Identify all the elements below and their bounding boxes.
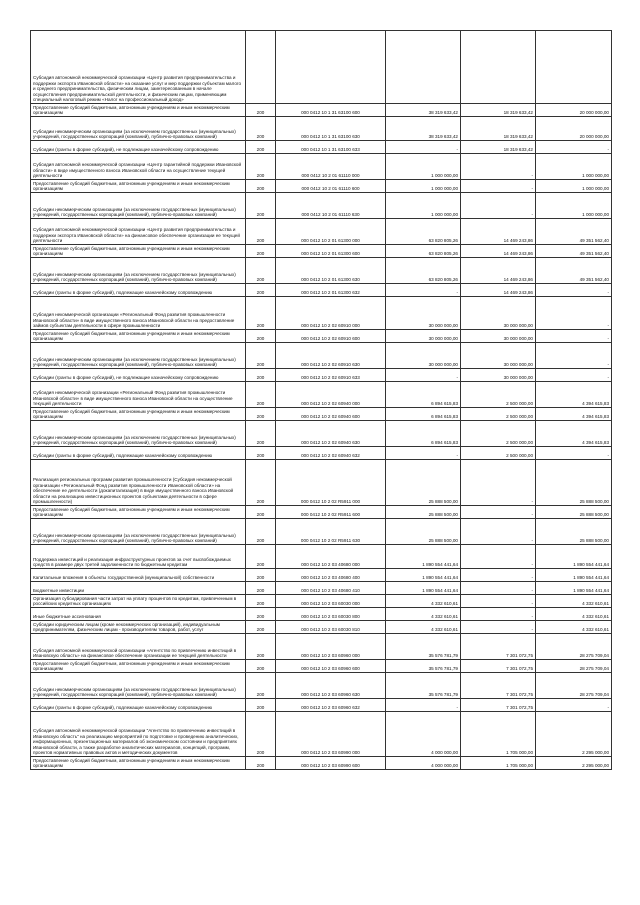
table-row	[31, 382, 612, 408]
row-remaining-cell: 1 890 554 441,64	[536, 582, 612, 595]
row-approved-cell: 6 894 615,83	[386, 421, 461, 447]
table-row	[31, 408, 612, 421]
row-kbk-cell: 000 0412 10 2 03 60960 632	[276, 699, 386, 712]
row-executed-cell: 30 000 000,00	[461, 343, 536, 369]
row-kbk-cell	[276, 31, 386, 104]
table-row	[31, 141, 612, 154]
row-executed-cell: 30 000 000,00	[461, 297, 536, 330]
table-row	[31, 757, 612, 770]
row-kbk-cell: 000 0412 10 2 03 60030 810	[276, 621, 386, 634]
row-code-cell: 200	[246, 284, 276, 297]
row-name-cell: Субсидия некоммерческой организации «Региональный Фонд развития промышленности Ивановской области» в виде имущественного взноса Ивановской области на осуществление текущей деятельности	[31, 382, 246, 408]
row-name-cell: Субсидии (гранты в форме субсидий), подлежащие казначейскому сопровождению	[31, 284, 246, 297]
table-row	[31, 447, 612, 460]
row-remaining-cell: -	[536, 447, 612, 460]
row-remaining-cell: 4 332 610,61	[536, 608, 612, 621]
table-row	[31, 330, 612, 343]
table-row	[31, 595, 612, 608]
table-row	[31, 245, 612, 258]
row-name-cell: Субсидия автономной некоммерческой организации «Центр развития предпринимательства и поддержки экспорта Ивановской области» на оказание услуг и мер поддержки субъектам малого и среднего предпринимательства, физическим лицам, заинтересованным в начале осуществления предпринимательской деятельности, и физическим лицам, применяющим специальный налоговый режим «Налог на профессиональный доход»	[31, 31, 246, 104]
row-name-cell: Субсидии (гранты в форме субсидий), подлежащие казначейскому сопровождению	[31, 447, 246, 460]
row-name-cell: Реализация региональных программ развития промышленности (Субсидия некоммерческой организации «Региональный Фонд развития промышленности Ивановской области» на обеспечение ее деятельности (докапитализация) в виде имущественного взноса Ивановской области на реализацию инвестиционных проектов субъектами деятельности в сфере промышленности)	[31, 460, 246, 506]
table-row	[31, 608, 612, 621]
row-executed-cell: 14 469 243,86	[461, 245, 536, 258]
row-code-cell: 200	[246, 245, 276, 258]
row-remaining-cell: 28 275 709,04	[536, 673, 612, 699]
row-approved-cell: 1 890 554 441,64	[386, 545, 461, 569]
row-name-cell: Субсидия некоммерческой организации «Региональный Фонд развития промышленности Ивановской области» в виде имущественного взноса Ивановской области на предоставление займов субъектам деятельности в сфере промышленности	[31, 297, 246, 330]
row-remaining-cell: 20 000 000,00	[536, 117, 612, 141]
row-kbk-cell: 000 0412 10 2 03 60030 800	[276, 608, 386, 621]
row-approved-cell: 30 000 000,00	[386, 330, 461, 343]
row-executed-cell: 7 301 072,75	[461, 699, 536, 712]
row-executed-cell: -	[461, 154, 536, 180]
table-row	[31, 545, 612, 569]
row-name-cell: Предоставление субсидий бюджетным, автономным учреждениям и иным некоммерческим организациям	[31, 330, 246, 343]
table-row	[31, 699, 612, 712]
row-code-cell: 200	[246, 117, 276, 141]
row-approved-cell: 25 888 500,00	[386, 519, 461, 545]
row-approved-cell	[386, 31, 461, 104]
row-kbk-cell: 000 0412 10 2 03 60960 630	[276, 673, 386, 699]
table-row	[31, 519, 612, 545]
row-kbk-cell: 000 0412 10 2 01 61110 000	[276, 154, 386, 180]
row-name-cell: Субсидии некоммерческим организациям (за исключением государственных (муниципальных) учреждений, государственных корпораций (компаний), публично-правовых компаний)	[31, 193, 246, 219]
row-kbk-cell: 000 0412 10 2 02 R5911 630	[276, 519, 386, 545]
row-name-cell: Предоставление субсидий бюджетным, автономным учреждениям и иным некоммерческим организациям	[31, 245, 246, 258]
row-code-cell: 200	[246, 193, 276, 219]
row-name-cell: Субсидия автономной некоммерческой организации «Центр развития предпринимательства и поддержки экспорта Ивановской области» на финансовое обеспечение организации ее текущей деятельности	[31, 219, 246, 245]
row-kbk-cell: 000 0412 10 2 03 60990 600	[276, 757, 386, 770]
row-code-cell: 200	[246, 297, 276, 330]
row-name-cell: Предоставление субсидий бюджетным, автономным учреждениям и иным некоммерческим организациям	[31, 408, 246, 421]
table-row	[31, 369, 612, 382]
row-remaining-cell: 4 394 615,83	[536, 382, 612, 408]
row-kbk-cell: 000 0412 10 2 03 40680 410	[276, 582, 386, 595]
row-kbk-cell: 000 0412 10 2 01 61300 632	[276, 284, 386, 297]
row-approved-cell: 4 332 610,61	[386, 621, 461, 634]
row-remaining-cell: -	[536, 699, 612, 712]
row-executed-cell: -	[461, 582, 536, 595]
row-name-cell: Субсидия автономной некоммерческой организации «Центр гарантийной поддержки Ивановской области» в виде имущественного взноса Ивановской области на осуществление текущей деятельности	[31, 154, 246, 180]
row-code-cell: 200	[246, 569, 276, 582]
row-remaining-cell: 28 275 709,04	[536, 634, 612, 660]
row-code-cell: 200	[246, 582, 276, 595]
row-remaining-cell: -	[536, 141, 612, 154]
row-remaining-cell: 2 295 000,00	[536, 712, 612, 757]
row-approved-cell: 1 890 554 441,64	[386, 569, 461, 582]
row-name-cell: Организация субсидирования части затрат на уплату процентов по кредитам, привлеченным в российских кредитных организациях	[31, 595, 246, 608]
table-row	[31, 634, 612, 660]
row-name-cell: Субсидия автономной некоммерческой организации «Агентство по привлечению инвестиций в Ивановскую область» на финансовое обеспечение организации ее текущей деятельности	[31, 634, 246, 660]
row-code-cell: 200	[246, 621, 276, 634]
row-kbk-cell: 000 0412 10 1 31 63100 633	[276, 141, 386, 154]
row-name-cell: Субсидия автономной некоммерческой организации "Агентство по привлечению инвестиций в Ивановскую область" на реализацию мероприятий по подготовке и проведению аналитических, информационных, презентационных материалов об экономическом состоянии и предприятиях Ивановской области, а также разработке аналитических материалов, концепций, программ, проектов нормативных правовых актов и методических документов	[31, 712, 246, 757]
table-row	[31, 104, 612, 117]
row-executed-cell: 18 319 633,42	[461, 104, 536, 117]
row-kbk-cell: 000 0412 10 1 31 63100 630	[276, 117, 386, 141]
row-remaining-cell: 1 000 000,00	[536, 154, 612, 180]
row-remaining-cell: 25 888 500,00	[536, 519, 612, 545]
row-executed-cell: -	[461, 595, 536, 608]
row-kbk-cell: 000 0412 10 1 31 63100 600	[276, 104, 386, 117]
budget-execution-table	[30, 30, 612, 770]
row-approved-cell: 63 820 805,26	[386, 245, 461, 258]
row-kbk-cell: 000 0412 10 2 02 R5911 600	[276, 506, 386, 519]
row-code-cell: 200	[246, 382, 276, 408]
row-executed-cell: 2 500 000,00	[461, 408, 536, 421]
row-name-cell: Капитальные вложения в объекты государственной (муниципальной) собственности	[31, 569, 246, 582]
row-code-cell: 200	[246, 673, 276, 699]
row-executed-cell: -	[461, 519, 536, 545]
row-kbk-cell: 000 0412 10 2 02 60910 600	[276, 330, 386, 343]
row-executed-cell: -	[461, 569, 536, 582]
row-approved-cell: 38 319 633,42	[386, 104, 461, 117]
row-remaining-cell: 1 000 000,00	[536, 180, 612, 193]
row-name-cell: Предоставление субсидий бюджетным, автономным учреждениям и иным некоммерческим организациям	[31, 506, 246, 519]
row-kbk-cell: 000 0412 10 2 03 60960 600	[276, 660, 386, 673]
row-name-cell: Субсидии некоммерческим организациям (за исключением государственных (муниципальных) учреждений, государственных корпораций (компаний), публично-правовых компаний)	[31, 421, 246, 447]
row-kbk-cell: 000 0412 10 2 02 60940 600	[276, 408, 386, 421]
row-executed-cell: 7 301 072,75	[461, 673, 536, 699]
row-code-cell: 200	[246, 712, 276, 757]
row-kbk-cell: 000 0412 10 2 01 61300 000	[276, 219, 386, 245]
row-code-cell: 200	[246, 634, 276, 660]
row-name-cell: Предоставление субсидий бюджетным, автономным учреждениям и иным некоммерческим организациям	[31, 660, 246, 673]
row-code-cell: 200	[246, 519, 276, 545]
row-approved-cell: 30 000 000,00	[386, 297, 461, 330]
row-name-cell: Поддержка инвестиций и реализация инфраструктурных проектов за счет высвобождаемых средств в размере двух третей задолженности по бюджетным кредитам	[31, 545, 246, 569]
row-kbk-cell: 000 0412 10 2 02 60940 632	[276, 447, 386, 460]
row-kbk-cell: 000 0412 10 2 02 60910 630	[276, 343, 386, 369]
row-name-cell: Субсидии некоммерческим организациям (за исключением государственных (муниципальных) учреждений, государственных корпораций (компаний), публично-правовых компаний)	[31, 673, 246, 699]
row-approved-cell: 6 894 615,83	[386, 408, 461, 421]
row-kbk-cell: 000 0412 10 2 02 60910 633	[276, 369, 386, 382]
row-approved-cell: -	[386, 369, 461, 382]
row-approved-cell: 25 888 500,00	[386, 506, 461, 519]
table-row	[31, 569, 612, 582]
row-executed-cell: 1 705 000,00	[461, 712, 536, 757]
row-executed-cell: 1 705 000,00	[461, 757, 536, 770]
row-code-cell: 200	[246, 330, 276, 343]
row-code-cell: 200	[246, 608, 276, 621]
table-row	[31, 154, 612, 180]
row-approved-cell: 25 888 500,00	[386, 460, 461, 506]
row-remaining-cell	[536, 31, 612, 104]
row-approved-cell: 4 000 000,00	[386, 757, 461, 770]
row-code-cell: 200	[246, 141, 276, 154]
row-approved-cell: -	[386, 284, 461, 297]
row-executed-cell: 18 319 633,42	[461, 141, 536, 154]
row-approved-cell: 63 820 805,26	[386, 219, 461, 245]
row-name-cell: Субсидии (гранты в форме субсидий), не подлежащие казначейскому сопровождению	[31, 369, 246, 382]
row-executed-cell: 30 000 000,00	[461, 369, 536, 382]
row-code-cell: 200	[246, 595, 276, 608]
row-approved-cell: 1 000 000,00	[386, 154, 461, 180]
table-row	[31, 673, 612, 699]
row-code-cell: 200	[246, 154, 276, 180]
row-kbk-cell: 000 0412 10 2 02 60940 000	[276, 382, 386, 408]
row-code-cell: 200	[246, 660, 276, 673]
row-executed-cell: -	[461, 608, 536, 621]
table-row	[31, 343, 612, 369]
row-code-cell: 200	[246, 219, 276, 245]
row-code-cell: 200	[246, 421, 276, 447]
row-code-cell: 200	[246, 408, 276, 421]
row-code-cell: 200	[246, 104, 276, 117]
row-approved-cell: 63 820 805,26	[386, 258, 461, 284]
row-name-cell: Субсидии некоммерческим организациям (за исключением государственных (муниципальных) учреждений, государственных корпораций (компаний), публично-правовых компаний)	[31, 519, 246, 545]
row-name-cell: Субсидии (гранты в форме субсидий), не подлежащие казначейскому сопровождению	[31, 141, 246, 154]
row-name-cell: Субсидии юридическим лицам (кроме некоммерческих организаций), индивидуальным предпринимателям, физическим лицам - производителям товаров, работ, услуг	[31, 621, 246, 634]
row-remaining-cell: 2 295 000,00	[536, 757, 612, 770]
row-approved-cell: -	[386, 699, 461, 712]
row-remaining-cell: 1 000 000,00	[536, 193, 612, 219]
table-row	[31, 660, 612, 673]
row-remaining-cell: -	[536, 297, 612, 330]
table-row	[31, 506, 612, 519]
row-approved-cell: 1 000 000,00	[386, 193, 461, 219]
row-code-cell: 200	[246, 258, 276, 284]
row-remaining-cell: 1 890 554 441,64	[536, 569, 612, 582]
row-approved-cell: 35 576 781,79	[386, 660, 461, 673]
row-executed-cell: -	[461, 545, 536, 569]
row-code-cell	[246, 31, 276, 104]
row-name-cell: Субсидии некоммерческим организациям (за исключением государственных (муниципальных) учреждений, государственных корпораций (компаний), публично-правовых компаний)	[31, 258, 246, 284]
row-kbk-cell: 000 0412 10 2 03 40680 000	[276, 545, 386, 569]
row-approved-cell: 38 319 633,42	[386, 117, 461, 141]
table-row	[31, 284, 612, 297]
row-code-cell: 200	[246, 343, 276, 369]
table-row	[31, 31, 612, 104]
row-executed-cell: 14 469 243,86	[461, 219, 536, 245]
row-kbk-cell: 000 0412 10 2 03 60990 000	[276, 712, 386, 757]
row-code-cell: 200	[246, 699, 276, 712]
row-executed-cell: 14 469 243,86	[461, 258, 536, 284]
row-executed-cell: 7 301 072,75	[461, 634, 536, 660]
row-remaining-cell: 49 351 562,40	[536, 245, 612, 258]
row-code-cell: 200	[246, 545, 276, 569]
row-approved-cell: -	[386, 141, 461, 154]
table-row	[31, 297, 612, 330]
row-executed-cell: -	[461, 180, 536, 193]
row-code-cell: 200	[246, 180, 276, 193]
row-approved-cell: 35 576 781,79	[386, 673, 461, 699]
row-name-cell: Субсидии некоммерческим организациям (за исключением государственных (муниципальных) учреждений, государственных корпораций (компаний), публично-правовых компаний)	[31, 117, 246, 141]
row-executed-cell: 14 469 243,86	[461, 284, 536, 297]
row-remaining-cell: 49 351 562,40	[536, 258, 612, 284]
row-code-cell: 200	[246, 757, 276, 770]
row-executed-cell: 7 301 072,75	[461, 660, 536, 673]
row-approved-cell: -	[386, 447, 461, 460]
row-approved-cell: 4 332 610,61	[386, 608, 461, 621]
row-approved-cell: 4 332 610,61	[386, 595, 461, 608]
row-approved-cell: 1 890 554 441,64	[386, 582, 461, 595]
row-kbk-cell: 000 0412 10 2 01 61300 600	[276, 245, 386, 258]
row-executed-cell: 2 500 000,00	[461, 382, 536, 408]
row-remaining-cell: 28 275 709,04	[536, 660, 612, 673]
row-name-cell: Предоставление субсидий бюджетным, автономным учреждениям и иным некоммерческим организациям	[31, 104, 246, 117]
row-kbk-cell: 000 0412 10 2 03 60030 000	[276, 595, 386, 608]
row-remaining-cell: 1 890 554 441,64	[536, 545, 612, 569]
row-kbk-cell: 000 0412 10 2 03 40680 400	[276, 569, 386, 582]
row-approved-cell: 1 000 000,00	[386, 180, 461, 193]
row-executed-cell: 30 000 000,00	[461, 330, 536, 343]
row-kbk-cell: 000 0412 10 2 02 60910 000	[276, 297, 386, 330]
row-executed-cell: -	[461, 506, 536, 519]
table-row	[31, 712, 612, 757]
row-approved-cell: 6 894 615,83	[386, 382, 461, 408]
row-approved-cell: 35 576 781,79	[386, 634, 461, 660]
row-remaining-cell: 4 332 610,61	[536, 595, 612, 608]
row-kbk-cell: 000 0412 10 2 01 61110 630	[276, 193, 386, 219]
row-name-cell: Субсидии (гранты в форме субсидий), подлежащие казначейскому сопровождению	[31, 699, 246, 712]
table-row	[31, 582, 612, 595]
row-remaining-cell: 4 394 615,83	[536, 408, 612, 421]
row-name-cell: Субсидии некоммерческим организациям (за исключением государственных (муниципальных) учреждений, государственных корпораций (компаний), публично-правовых компаний)	[31, 343, 246, 369]
row-remaining-cell: 4 394 615,83	[536, 421, 612, 447]
table-row	[31, 460, 612, 506]
row-name-cell: Иные бюджетные ассигнования	[31, 608, 246, 621]
row-remaining-cell: -	[536, 343, 612, 369]
row-remaining-cell: 25 888 500,00	[536, 506, 612, 519]
row-kbk-cell: 000 0412 10 2 01 61300 630	[276, 258, 386, 284]
table-row	[31, 421, 612, 447]
row-code-cell: 200	[246, 369, 276, 382]
row-executed-cell: -	[461, 621, 536, 634]
row-executed-cell: 2 500 000,00	[461, 421, 536, 447]
row-kbk-cell: 000 0412 10 2 02 R5911 000	[276, 460, 386, 506]
table-row	[31, 180, 612, 193]
table-row	[31, 117, 612, 141]
budget-report-page	[30, 30, 611, 770]
row-kbk-cell: 000 0412 10 2 01 61110 600	[276, 180, 386, 193]
row-name-cell: Предоставление субсидий бюджетным, автономным учреждениям и иным некоммерческим организациям	[31, 180, 246, 193]
row-executed-cell: 18 319 633,42	[461, 117, 536, 141]
table-body	[31, 31, 612, 770]
row-kbk-cell: 000 0412 10 2 02 60940 630	[276, 421, 386, 447]
row-code-cell: 200	[246, 460, 276, 506]
row-executed-cell: -	[461, 193, 536, 219]
row-name-cell: Бюджетные инвестиции	[31, 582, 246, 595]
row-kbk-cell: 000 0412 10 2 03 60960 000	[276, 634, 386, 660]
row-remaining-cell: 25 888 500,00	[536, 460, 612, 506]
row-remaining-cell: 20 000 000,00	[536, 104, 612, 117]
row-executed-cell: -	[461, 460, 536, 506]
row-remaining-cell: -	[536, 330, 612, 343]
table-row	[31, 621, 612, 634]
row-approved-cell: 30 000 000,00	[386, 343, 461, 369]
row-remaining-cell: -	[536, 369, 612, 382]
row-executed-cell	[461, 31, 536, 104]
row-executed-cell: 2 500 000,00	[461, 447, 536, 460]
row-code-cell: 200	[246, 447, 276, 460]
row-code-cell: 200	[246, 506, 276, 519]
table-row	[31, 193, 612, 219]
table-row	[31, 258, 612, 284]
table-row	[31, 219, 612, 245]
row-approved-cell: 4 000 000,00	[386, 712, 461, 757]
row-remaining-cell: 4 332 610,61	[536, 621, 612, 634]
row-remaining-cell: -	[536, 284, 612, 297]
row-remaining-cell: 49 351 562,40	[536, 219, 612, 245]
row-name-cell: Предоставление субсидий бюджетным, автономным учреждениям и иным некоммерческим организациям	[31, 757, 246, 770]
